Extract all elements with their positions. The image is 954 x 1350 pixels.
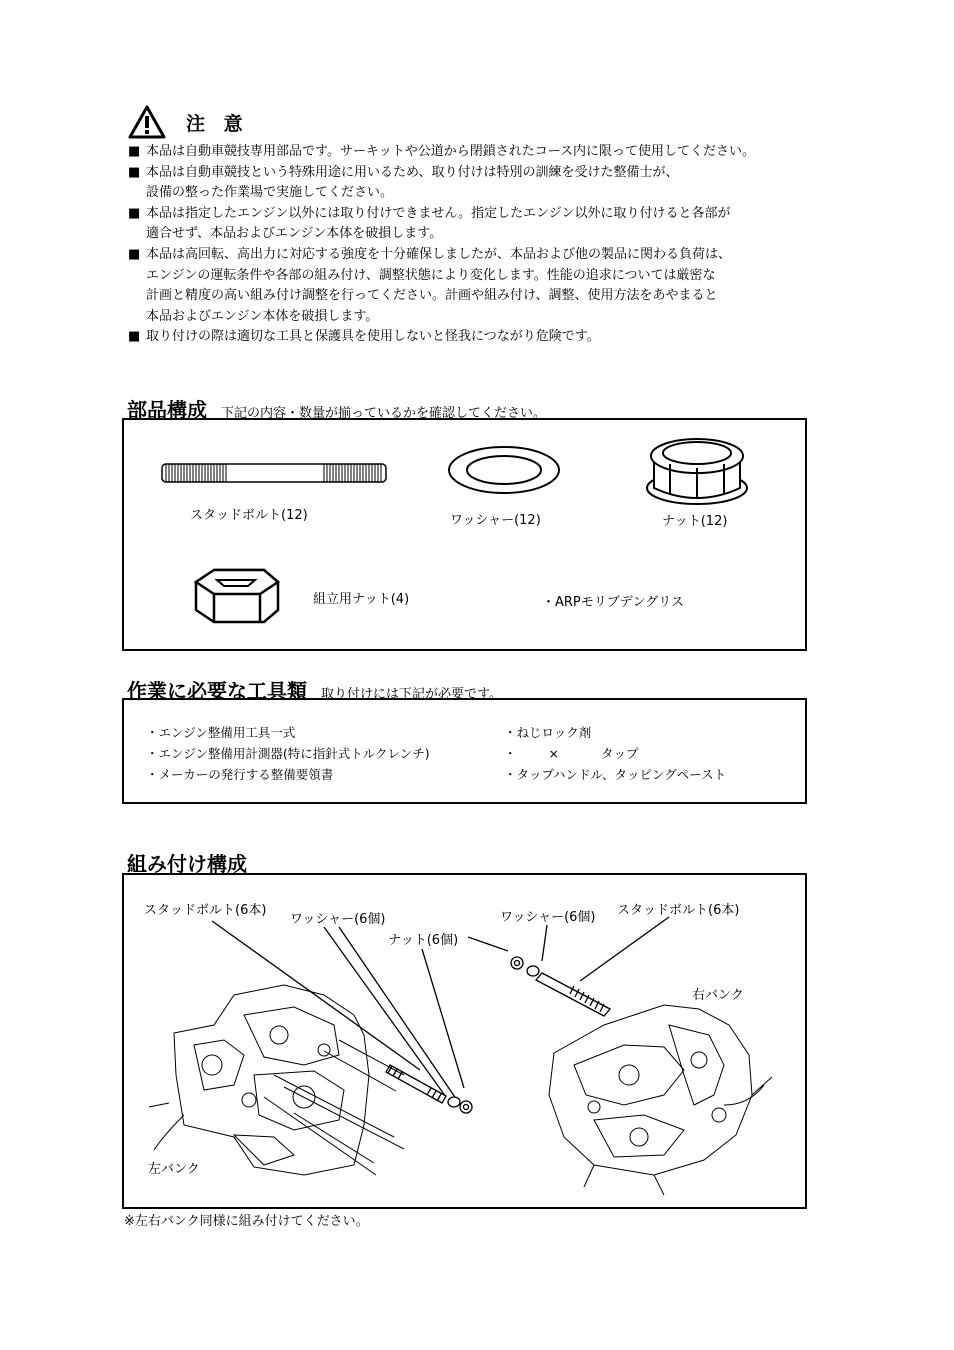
bullet-square: ■	[128, 205, 141, 221]
parts-title: 部品構成	[127, 398, 207, 422]
caution-item	[128, 327, 848, 348]
parts-illustrations	[124, 420, 805, 649]
tool-item: ・エンジン整備用計測器(特に指針式トルクレンチ)	[146, 746, 430, 761]
nut-label: ナット(12)	[662, 514, 728, 529]
tool-item: ・ねじロック剤	[504, 725, 592, 740]
caution-heading	[128, 104, 249, 140]
parts-note: 下記の内容・数量が揃っているかを確認してください。	[221, 406, 547, 421]
washer-right-label: ワッシャー(6個)	[500, 910, 596, 925]
caution-item	[128, 163, 848, 204]
nut-illustration	[647, 439, 747, 504]
caution-line: 設備の整った作業場で実施してください。	[146, 185, 394, 201]
stud-bolt-illustration	[162, 464, 386, 482]
tools-note: 取り付けには下記が必要です。	[321, 687, 502, 702]
tool-item-tap	[504, 743, 726, 764]
assembly-footnote: ※左右バンク同様に組み付けてください。	[124, 1214, 369, 1229]
nut-label-assembly: ナット(6個)	[388, 933, 459, 948]
right-bank-parts	[511, 957, 610, 1016]
grease-label: ・ARPモリブデングリス	[542, 595, 684, 610]
bullet-square: ■	[128, 246, 141, 262]
caution-line: 取り付けの際は適切な工具と保護具を使用しないと怪我につながり危険です。	[146, 329, 600, 345]
left-cylinder-head-illustration	[149, 985, 404, 1175]
tap-times: ×	[548, 746, 559, 761]
caution-item	[128, 204, 848, 245]
caution-line: 本品は指定したエンジン以外には取り付けできません。指定したエンジン以外に取り付けると各部が	[146, 205, 731, 221]
assembly-box	[122, 873, 807, 1209]
caution-line: 本品は高回転、高出力に対応する強度を十分確保しましたが、本品および他の製品に関わる負荷は、	[146, 246, 732, 262]
caution-line: 適合せず、本品およびエンジン本体を破損します。	[146, 226, 443, 242]
stud-bolt-left-label: スタッドボルト(6本)	[144, 903, 267, 918]
assembly-title: 組み付け構成	[127, 852, 247, 876]
parts-box	[122, 418, 807, 651]
right-cylinder-head-illustration	[549, 1005, 772, 1195]
washer-left-label: ワッシャー(6個)	[290, 912, 386, 927]
tool-item: ・メーカーの発行する整備要領書	[146, 767, 334, 782]
tap-bullet: ・	[504, 746, 517, 761]
bullet-square: ■	[128, 144, 141, 159]
right-bank-label: 右バンク	[692, 988, 744, 1003]
stud-bolt-label: スタッドボルト(12)	[190, 508, 308, 523]
caution-item	[128, 142, 848, 163]
tools-box	[122, 698, 807, 804]
bullet-square: ■	[128, 329, 141, 345]
assembly-nut-illustration	[196, 570, 278, 622]
tool-item: ・エンジン整備用工具一式	[146, 725, 296, 740]
caution-title: 注 意	[186, 112, 249, 135]
washer-label: ワッシャー(12)	[450, 513, 541, 528]
bullet-square: ■	[128, 164, 141, 180]
caution-line: 計画と精度の高い組み付け調整を行ってください。計画や組み付け、調整、使用方法をあやまると	[146, 288, 718, 304]
stud-bolt-right-label: スタッドボルト(6本)	[617, 903, 740, 918]
caution-list	[128, 142, 848, 348]
washer-illustration	[449, 447, 559, 493]
caution-line: 本品は自動車競技専用部品です。サーキットや公道から閉鎖されたコース内に限って使用してください。	[146, 144, 756, 159]
warning-icon	[128, 105, 166, 139]
caution-line: 本品は自動車競技という特殊用途に用いるため、取り付けは特別の訓練を受けた整備士が、	[146, 164, 679, 180]
assembly-diagram	[124, 875, 805, 1207]
caution-item	[128, 245, 848, 327]
assembly-nut-label: 組立用ナット(4)	[313, 592, 410, 607]
caution-line: 本品およびエンジン本体を破損します。	[146, 308, 379, 324]
tools-right-list	[504, 722, 726, 785]
tool-item: ・タップハンドル、タッピングペースト	[504, 767, 727, 782]
left-bank-label: 左バンク	[148, 1162, 200, 1177]
tap-label: タップ	[601, 746, 639, 761]
tools-left-list	[146, 722, 430, 785]
caution-line: エンジンの運転条件や各部の組み付け、調整状態により変化します。性能の追求については厳密な	[146, 267, 716, 283]
tools-title: 作業に必要な工具類	[127, 679, 307, 703]
